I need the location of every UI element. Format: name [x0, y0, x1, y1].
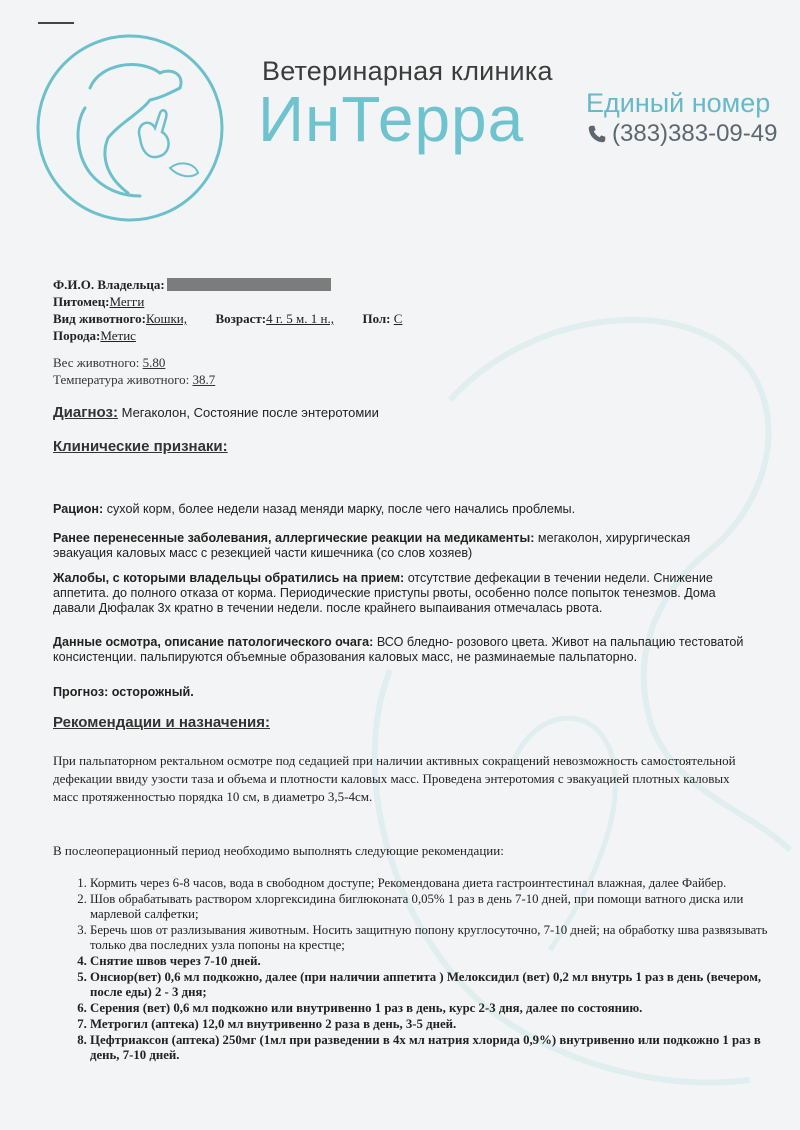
list-item: 4. Снятие швов через 7-10 дней.: [90, 954, 770, 969]
temperature-row: [53, 371, 215, 388]
postop-intro: В послеоперационный период необходимо выполнять следующие рекомендации:: [53, 843, 504, 858]
diagnosis-label: Диагноз:: [53, 404, 118, 421]
list-item: 1. Кормить через 6-8 часов, вода в свободном доступе; Рекомендована диета гастроинтестинал влажная, далее Файбер.: [90, 876, 770, 891]
ration-text: сухой корм, более недели назад меняди марку, после чего начались проблемы.: [103, 502, 576, 516]
diagnosis-text: Мегаколон, Состояние после энтеротомии: [117, 405, 379, 420]
phone-number: [586, 120, 777, 148]
prognosis-text: Прогноз: осторожный.: [53, 685, 194, 699]
temperature-label: Температура животного:: [53, 372, 193, 387]
owner-label: Ф.И.О. Владельца:: [53, 277, 165, 292]
species-value: Кошки,: [145, 311, 188, 326]
exam-section: [53, 635, 753, 665]
breed-value: Метис: [100, 328, 136, 343]
list-item: 3. Беречь шов от разлизывания животным. Носить защитную попону круглосуточно, 7-10 дней; на обработку шва развязывать только два последних узла попоны на крестце;: [90, 923, 770, 953]
breed-label: Порода:: [53, 328, 101, 343]
sex-value: С: [393, 311, 403, 326]
pet-row: [53, 293, 402, 310]
weight-value: 5.80: [142, 355, 166, 370]
phone-label: Единый номер: [586, 88, 771, 118]
history-label: Ранее перенесенные заболевания, аллергические реакции на медикаменты:: [53, 531, 535, 545]
vitals: [53, 354, 215, 388]
history-section: [53, 531, 753, 561]
species-row: [53, 310, 402, 327]
list-item: 8. Цефтриаксон (аптека) 250мг (1мл при разведении в 4х мл натрия хлорида 0,9%) внутривенно или подкожно 1 раз в день, 7-10 дней.: [90, 1033, 770, 1063]
pet-label: Питомец:: [53, 294, 110, 309]
history-text: мегаколон, хирургическая эвакуация каловых масс с резекцией части кишечника (со слов хозяев): [53, 531, 691, 560]
complaints-label: Жалобы, с которыми владельцы обратились на прием:: [53, 571, 405, 585]
species-label: Вид животного:: [53, 311, 146, 326]
clinic-type-label: Ветеринарная клиника: [262, 56, 553, 86]
scan-mark: [38, 22, 74, 24]
recommendations-heading: Рекомендации и назначения:: [53, 714, 270, 731]
prognosis: [53, 685, 753, 700]
clinic-logo-icon: [20, 28, 240, 228]
complaints-text: отсутствие дефекации в течении недели. Снижение аппетита. до полного отказа от корма. Периодические приступы рвоты, особенно полсе попыток тенезмов. Дома давали Дюфалак 3х кратно в течении недели. после крайнего выпаивания отмечалась рвота.: [53, 571, 716, 615]
age-label: Возраст:: [215, 311, 267, 326]
phone-number-text: (383)383-09-49: [612, 120, 778, 147]
owner-name-redacted: [167, 278, 331, 291]
recommendations-list: [72, 876, 770, 1064]
list-item: 2. Шов обрабатывать раствором хлоргексидина биглюконата 0,05% 1 раз в день 7-10 дней, при помощи ватного диска или марлевой салфетки;: [90, 892, 770, 922]
weight-row: [53, 354, 215, 371]
list-item: 6. Серения (вет) 0,6 мл подкожно или внутривенно 1 раз в день, курс 2-3 дня, далее по состоянию.: [90, 1001, 770, 1016]
breed-row: [53, 327, 402, 344]
pet-name: Мегги: [109, 294, 145, 309]
procedure-text: При пальпаторном ректальном осмотре под седацией при наличии активных сокращений невозможность самостоятельной дефекации ввиду узости таза и объема и плотности каловых масс. Проведена энтеротомия с эвакуацией плотных каловых масс протяженностью порядка 10 см, в диаметро 3,5-4см.: [53, 753, 736, 804]
exam-label: Данные осмотра, описание патологического очага:: [53, 635, 374, 649]
phone-icon: [586, 123, 608, 145]
ration-label: Рацион:: [53, 502, 104, 516]
weight-label: Вес животного:: [53, 355, 143, 370]
ration-section: [53, 502, 753, 517]
clinic-name: ИнТерра: [258, 83, 525, 155]
clinical-signs-heading: Клинические признаки:: [53, 438, 228, 455]
patient-info: [53, 276, 402, 344]
age-value: 4 г. 5 м. 1 н.,: [266, 311, 334, 326]
list-item: 7. Метрогил (аптека) 12,0 мл внутривенно 2 раза в день, 3-5 дней.: [90, 1017, 770, 1032]
complaints-section: [53, 571, 753, 616]
temperature-value: 38.7: [192, 372, 216, 387]
owner-row: [53, 276, 402, 293]
exam-text: ВСО бледно- розового цвета. Живот на пальпацию тестоватой консистенции. пальпируются объемные образования каловых масс, не разминаемые пальпаторно.: [53, 635, 744, 664]
list-item: 5. Онсиор(вет) 0,6 мл подкожно, далее (при наличии аппетита ) Мелоксидил (вет) 0,2 мл внутрь 1 раз в день (вечером, после еды) 2 - 3 дня;: [90, 970, 770, 1000]
sex-label: Пол:: [362, 311, 391, 326]
diagnosis: [53, 404, 379, 421]
